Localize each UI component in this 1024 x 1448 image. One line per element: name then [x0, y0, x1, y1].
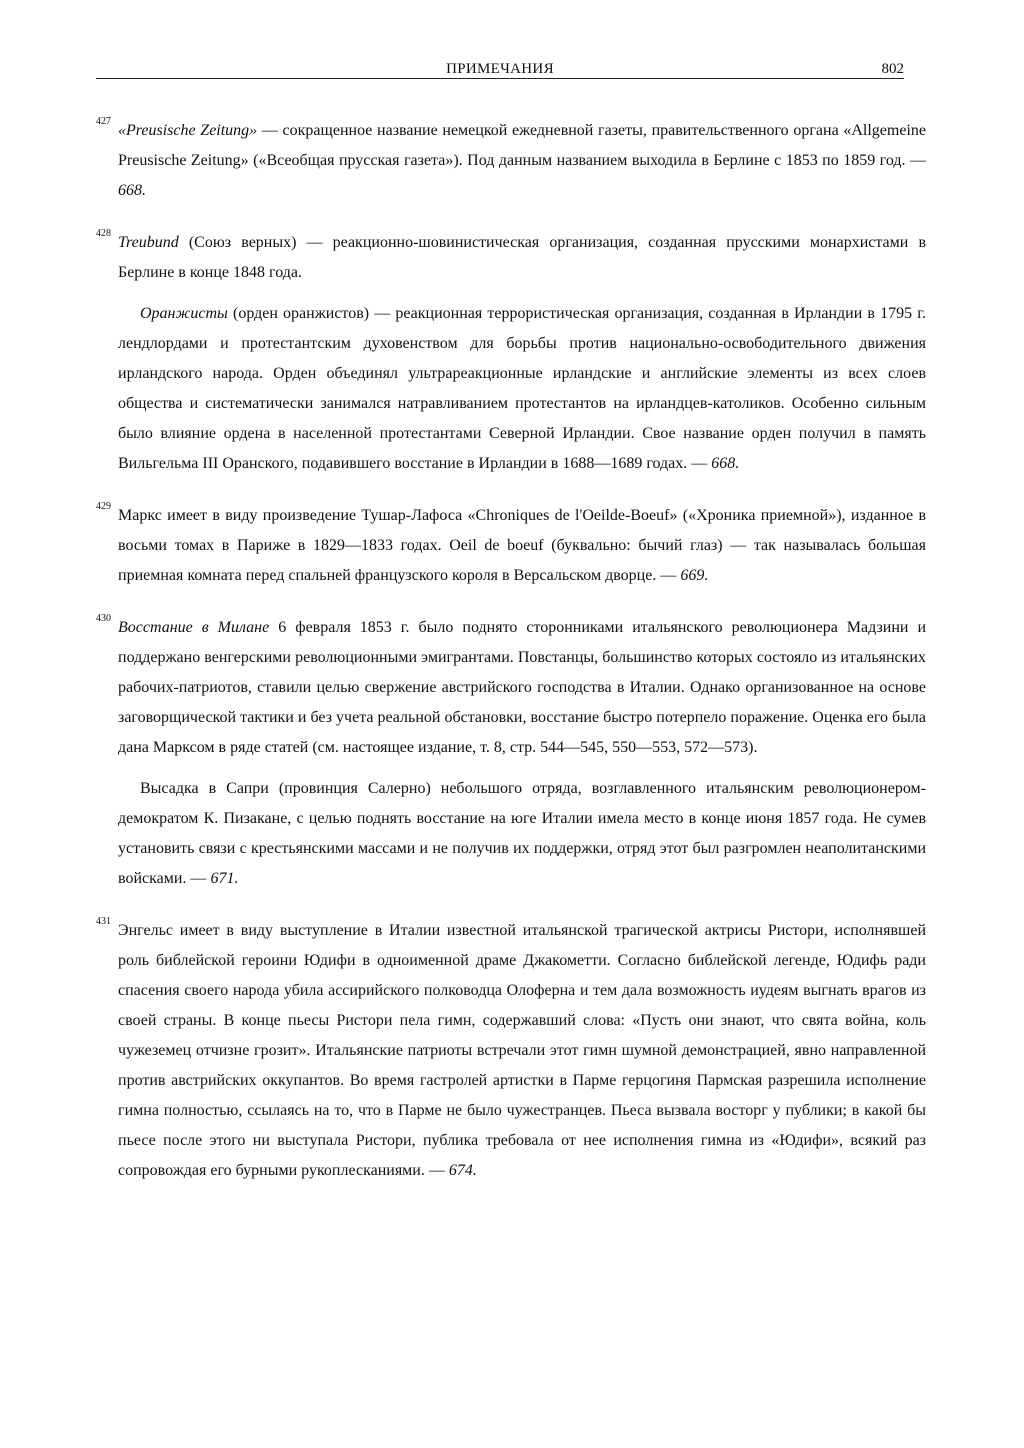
note-text: Высадка в Сапри (провинция Салерно) небольшого отряда, возглавленного итальянским революционером-демократом К. Пизакане, с целью поднять восстание на юге Италии имела место в конце июня 1857 года. Не сумев установить связи с крестьянскими массами и не получив их поддержки, отряд этот был разгромлен неаполитанскими войсками. —	[118, 780, 926, 887]
note-term: Treubund	[118, 234, 179, 251]
note-text: Энгельс имеет в виду выступление в Италии известной итальянской трагической актрисы Ристори, исполнявшей роль библейской героини Юдифи в одноименной драме Джакометти. Согласно библейской легенде, Юдифь ради спасения своего народа убила ассирийского полководца Олоферна и тем дала возможность иудеям выгнать врагов из своей страны. В конце пьесы Ристори пела гимн, содержавший слова: «Пусть они знают, что свята война, коль чужеземец отчизне грозит». Итальянские патриоты встречали этот гимн шумной демонстрацией, явно направленной против австрийских оккупантов. Во время гастролей артистки в Парме герцогиня Пармская разрешила исполнение гимна полностью, ссылаясь на то, что в Парме не было чужестранцев. Пьеса вызвала восторг у публики; в какой бы пьесе после этого ни выступала Ристори, публика требовала от нее исполнения гимна из «Юдифи», всякий раз сопровождая его бурными рукоплесканиями. —	[118, 922, 926, 1179]
note-term: Оранжисты	[140, 305, 228, 322]
note-term: «Preusische Zeitung»	[118, 122, 258, 139]
note-text: (орден оранжистов) — реакционная террористическая организация, созданная в Ирландии в 1795 г. лендлордами и протестантским духовенством для борьбы против национально-освободительного движения ирландского народа. Орден объединял ультрареакционные ирландские и английские элементы из всех слоев общества и систематически занимался натравливанием протестантов на ирландцев-католиков. Особенно сильным было влияние ордена в населенной протестантами Северной Ирландии. Свое название орден получил в память Вильгельма III Оранского, подавившего восстание в Ирландии в 1688—1689 годах. —	[118, 305, 926, 472]
note-text: Маркс имеет в виду произведение Тушар-Лафоса «Chroniques de l'Oeilde-Boeuf» («Хроника приемной»), изданное в восьми томах в Париже в 1829—1833 годах. Oeil de boeuf (буквально: бычий глаз) — так называлась большая приемная комната перед спальней французского короля в Версальском дворце. —	[118, 507, 926, 584]
page-reference: 671.	[210, 870, 239, 887]
note-paragraph	[118, 774, 926, 894]
notes-body	[96, 116, 927, 1208]
note-number: 428	[96, 228, 111, 239]
note-paragraph	[118, 613, 926, 763]
note-paragraph	[118, 501, 926, 591]
note-term: Восстание в Милане	[118, 619, 270, 636]
note-number: 430	[96, 613, 111, 624]
note-paragraph	[118, 228, 926, 288]
note-430	[96, 613, 927, 894]
note-427	[96, 116, 927, 206]
note-paragraph	[118, 116, 926, 206]
page-reference: 669.	[680, 567, 709, 584]
note-paragraph	[118, 916, 926, 1186]
page-reference: 674.	[448, 1162, 477, 1179]
note-number: 429	[96, 501, 111, 512]
page-reference: 668.	[118, 182, 146, 199]
note-paragraph	[118, 299, 926, 479]
running-title: ПРИМЕЧАНИЯ	[446, 61, 554, 77]
note-number: 427	[96, 116, 111, 127]
page-header	[96, 58, 904, 79]
note-text: — сокращенное название немецкой ежедневной газеты, правительственного органа «Allgemeine Preusische Zeitung» («Всеобщая прусская газета»). Под данным названием выходила в Берлине с 1853 по 1859 год. —	[118, 122, 927, 169]
note-431	[96, 916, 926, 1186]
page-reference: 668.	[711, 455, 740, 472]
note-text: 6 февраля 1853 г. было поднято сторонниками итальянского революционера Мадзини и поддержано венгерскими революционными эмигрантами. Повстанцы, большинство которых состояло из итальянских рабочих-патриотов, ставили целью свержение австрийского господства в Италии. Однако организованное на основе заговорщической тактики и без учета реальной обстановки, восстание быстро потерпело поражение. Оценка его была дана Марксом в ряде статей (см. настоящее издание, т. 8, стр. 544—545, 550—553, 572—573).	[118, 619, 927, 756]
note-429	[96, 501, 926, 591]
note-number: 431	[96, 916, 111, 927]
note-428	[96, 228, 926, 479]
page-number: 802	[881, 61, 904, 77]
note-text: (Союз верных) — реакционно-шовинистическая организация, созданная прусскими монархистами в Берлине в конце 1848 года.	[118, 234, 926, 281]
